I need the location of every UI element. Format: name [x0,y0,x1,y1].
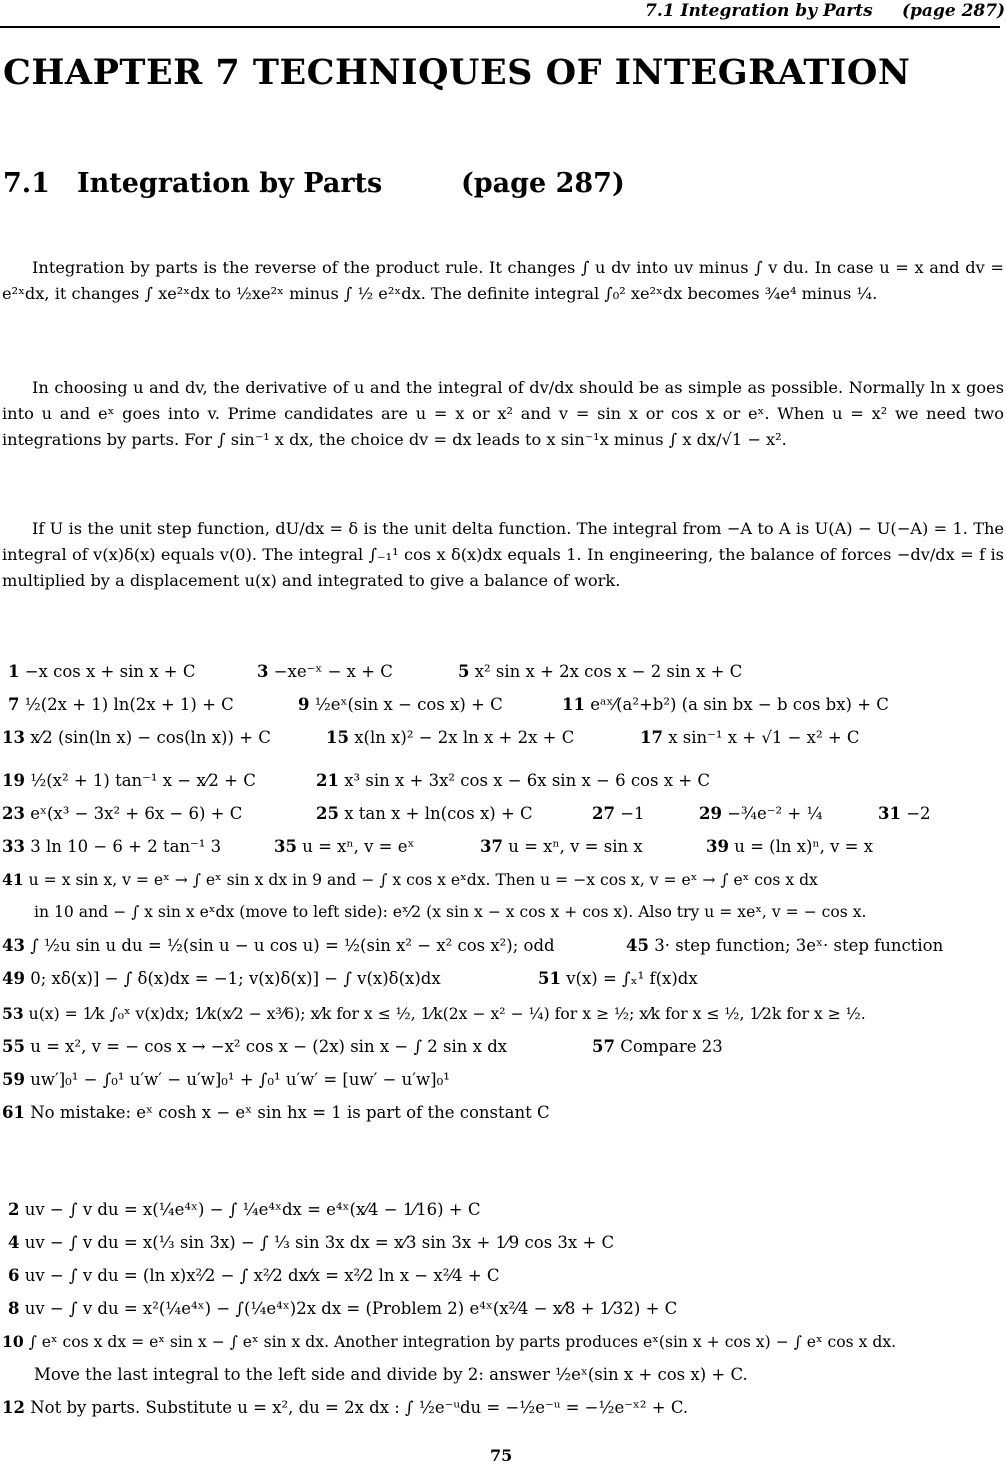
answer-number: 25 [316,804,339,823]
answer-51 [538,969,698,988]
answer-number: 43 [2,936,25,955]
solution-text: Not by parts. Substitute u = x², du = 2x dx : ∫ ½e⁻ᵘdu = −½e⁻ᵘ = −½e⁻ˣ² + C. [30,1398,689,1417]
paragraph-choosing-u-dv [2,375,1004,453]
answer-53 [2,1004,866,1023]
solution-number: 10 [2,1332,24,1351]
answer-text: −xe⁻ˣ − x + C [273,662,393,681]
answer-number: 1 [8,662,20,681]
header-page-ref: (page 287) [902,1,1006,21]
answer-number: 11 [562,695,585,714]
header-section-title: 7.1 Integration by Parts [645,1,873,21]
answer-number: 33 [2,837,25,856]
answer-55 [2,1037,507,1056]
paragraph-text: Integration by parts is the reverse of the product rule. It changes ∫ u dv into uv minus ∫ v du. In case u = x and dv = e²ˣdx, it changes ∫ xe²ˣdx to ½xe²ˣ minus ∫ ½ e²ˣdx. The definite integral ∫₀² xe²ˣdx becomes ¾e⁴ minus ¼. [2,258,1004,303]
answer-number: 51 [538,969,561,988]
answer-text: u = xⁿ, v = eˣ [302,837,415,856]
solution-text: uv − ∫ v du = (ln x)x²⁄2 − ∫ x²⁄2 dx⁄x = x²⁄2 ln x − x²⁄4 + C [24,1266,500,1285]
page-number: 75 [490,1446,513,1465]
answer-number: 5 [458,662,470,681]
answer-number: 15 [326,728,349,747]
section-heading [3,168,625,199]
answer-number: 21 [316,771,339,790]
answer-39 [706,837,873,856]
paragraph-text: In choosing u and dv, the derivative of u and the integral of dv/dx should be as simple as possible. Normally ln x goes into u and eˣ goes into v. Prime candidates are u = x or x² and v = sin x or cos x or eˣ. When u = x² we need two integrations by parts. For ∫ sin⁻¹ x dx, the choice dv = dx leads to x sin⁻¹x minus ∫ x dx/√1 − x². [2,378,1004,449]
solution-4 [8,1233,614,1252]
answer-1 [8,662,195,681]
answer-text: Compare 23 [620,1037,723,1056]
answer-number: 29 [699,804,722,823]
solution-number: 8 [8,1299,20,1318]
answer-27 [592,804,645,823]
answer-number: 17 [640,728,663,747]
answer-number: 13 [2,728,25,747]
answer-text: ½(2x + 1) ln(2x + 1) + C [24,695,234,714]
answer-number: 35 [274,837,297,856]
answer-25 [316,804,533,823]
answer-text: 0; xδ(x)] − ∫ δ(x)dx = −1; v(x)δ(x)] − ∫ v(x)δ(x)dx [30,969,441,988]
answer-text: x² sin x + 2x cos x − 2 sin x + C [474,662,743,681]
solution-text: Move the last integral to the left side and divide by 2: answer ½eˣ(sin x + cos x) + C. [34,1365,748,1384]
solution-6 [8,1266,500,1285]
answer-text: x³ sin x + 3x² cos x − 6x sin x − 6 cos x + C [344,771,710,790]
answer-text: uw′]₀¹ − ∫₀¹ u′w′ − u′w]₀¹ + ∫₀¹ u′w′ = [uw′ − u′w]₀¹ [30,1070,450,1089]
paragraph-step-delta [2,516,1004,594]
answer-number: 57 [592,1037,615,1056]
answer-number: 61 [2,1103,25,1122]
answer-text: u = (ln x)ⁿ, v = x [734,837,874,856]
answer-number: 9 [298,695,310,714]
solution-10 [2,1332,896,1351]
answer-text: eᵃˣ⁄(a²+b²) (a sin bx − b cos bx) + C [590,695,889,714]
answer-number: 39 [706,837,729,856]
answer-text: −¾e⁻² + ¼ [727,804,823,823]
answer-text: u = x sin x, v = eˣ → ∫ eˣ sin x dx in 9 and − ∫ x cos x eˣdx. Then u = −x cos x, v = eˣ → ∫ eˣ cos x dx [28,871,818,889]
answer-text: u = xⁿ, v = sin x [508,837,643,856]
solution-number: 6 [8,1266,20,1285]
answer-3 [257,662,393,681]
answer-text: 3 ln 10 − 6 + 2 tan⁻¹ 3 [30,837,222,856]
answer-31 [878,804,931,823]
answer-text: −2 [906,804,931,823]
answer-17 [640,728,860,747]
running-header [0,0,1006,28]
answer-number: 31 [878,804,901,823]
solution-number: 12 [2,1398,25,1417]
answer-7 [8,695,234,714]
answer-61 [2,1103,550,1122]
answer-number: 3 [257,662,269,681]
answer-text: No mistake: eˣ cosh x − eˣ sin hx = 1 is part of the constant C [30,1103,550,1122]
answer-37 [480,837,643,856]
answer-number: 41 [2,870,24,889]
answer-number: 49 [2,969,25,988]
answer-text: ∫ ½u sin u du = ½(sin u − u cos u) = ½(sin x² − x² cos x²); odd [30,936,555,955]
answer-45 [626,936,943,955]
answer-15 [326,728,574,747]
answer-text: x(ln x)² − 2x ln x + 2x + C [354,728,575,747]
answer-41-continued [34,903,867,921]
paragraph-text: If U is the unit step function, dU/dx = δ is the unit delta function. The integral from −A to A is U(A) − U(−A) = 1. The integral of v(x)δ(x) equals v(0). The integral ∫₋₁¹ cos x δ(x)dx equals 1. In engineering, the balance of forces −dv/dx = f is multiplied by a displacement u(x) and integrated to give a balance of work. [2,519,1004,590]
answer-text: ½(x² + 1) tan⁻¹ x − x⁄2 + C [30,771,256,790]
answer-number: 7 [8,695,20,714]
answer-41 [2,870,818,889]
section-title: Integration by Parts [77,168,383,199]
answer-text: in 10 and − ∫ x sin x eˣdx (move to left side): eˣ⁄2 (x sin x − x cos x + cos x). Also try u = xeˣ, v = − cos x. [34,903,867,921]
answer-text: v(x) = ∫ₓ¹ f(x)dx [566,969,698,988]
answer-number: 37 [480,837,503,856]
answer-23 [2,804,242,823]
answer-35 [274,837,415,856]
answer-text: u(x) = 1⁄k ∫₀ˣ v(x)dx; 1⁄k(x⁄2 − x³⁄6); x⁄k for x ≤ ½, 1⁄k(2x − x² − ¼) for x ≥ ½; x⁄k for x ≤ ½, 1⁄2k for x ≥ ½. [28,1005,866,1023]
solution-text: ∫ eˣ cos x dx = eˣ sin x − ∫ eˣ sin x dx. Another integration by parts produces eˣ(sin x + cos x) − ∫ eˣ cos x dx. [28,1333,897,1351]
solution-text: uv − ∫ v du = x(⅓ sin 3x) − ∫ ⅓ sin 3x dx = x⁄3 sin 3x + 1⁄9 cos 3x + C [24,1233,615,1252]
answer-59 [2,1070,450,1089]
answer-43 [2,936,555,955]
answer-5 [458,662,742,681]
answer-text: x sin⁻¹ x + √1 − x² + C [668,728,860,747]
answer-number: 55 [2,1037,25,1056]
answer-text: −x cos x + sin x + C [24,662,196,681]
answer-text: 3· step function; 3eˣ· step function [654,936,944,955]
section-page-ref: (page 287) [461,168,625,199]
answer-number: 45 [626,936,649,955]
answer-19 [2,771,256,790]
answer-57 [592,1037,723,1056]
answer-text: −1 [620,804,645,823]
answer-number: 59 [2,1070,25,1089]
paragraph-integration-by-parts [2,255,1004,307]
solution-8 [8,1299,677,1318]
answer-49 [2,969,441,988]
answer-text: eˣ(x³ − 3x² + 6x − 6) + C [30,804,243,823]
answer-11 [562,695,889,714]
solution-10-continued [34,1365,748,1384]
solution-text: uv − ∫ v du = x(¼e⁴ˣ) − ∫ ¼e⁴ˣdx = e⁴ˣ(x⁄4 − 1⁄16) + C [24,1200,481,1219]
solution-number: 4 [8,1233,20,1252]
answer-text: x tan x + ln(cos x) + C [344,804,533,823]
answer-number: 27 [592,804,615,823]
answer-9 [298,695,503,714]
answer-29 [699,804,822,823]
answer-21 [316,771,710,790]
section-number: 7.1 [3,168,50,199]
answer-number: 23 [2,804,25,823]
solution-number: 2 [8,1200,20,1219]
answer-13 [2,728,271,747]
answer-text: u = x², v = − cos x → −x² cos x − (2x) sin x − ∫ 2 sin x dx [30,1037,508,1056]
answer-text: x⁄2 (sin(ln x) − cos(ln x)) + C [30,728,271,747]
answer-number: 19 [2,771,25,790]
answer-number: 53 [2,1004,24,1023]
chapter-title: CHAPTER 7 TECHNIQUES OF INTEGRATION [3,52,911,93]
solution-text: uv − ∫ v du = x²(¼e⁴ˣ) − ∫(¼e⁴ˣ)2x dx = (Problem 2) e⁴ˣ(x²⁄4 − x⁄8 + 1⁄32) + C [24,1299,678,1318]
solution-2 [8,1200,480,1219]
solution-12 [2,1398,688,1417]
answer-text: ½eˣ(sin x − cos x) + C [314,695,503,714]
answer-33 [2,837,221,856]
